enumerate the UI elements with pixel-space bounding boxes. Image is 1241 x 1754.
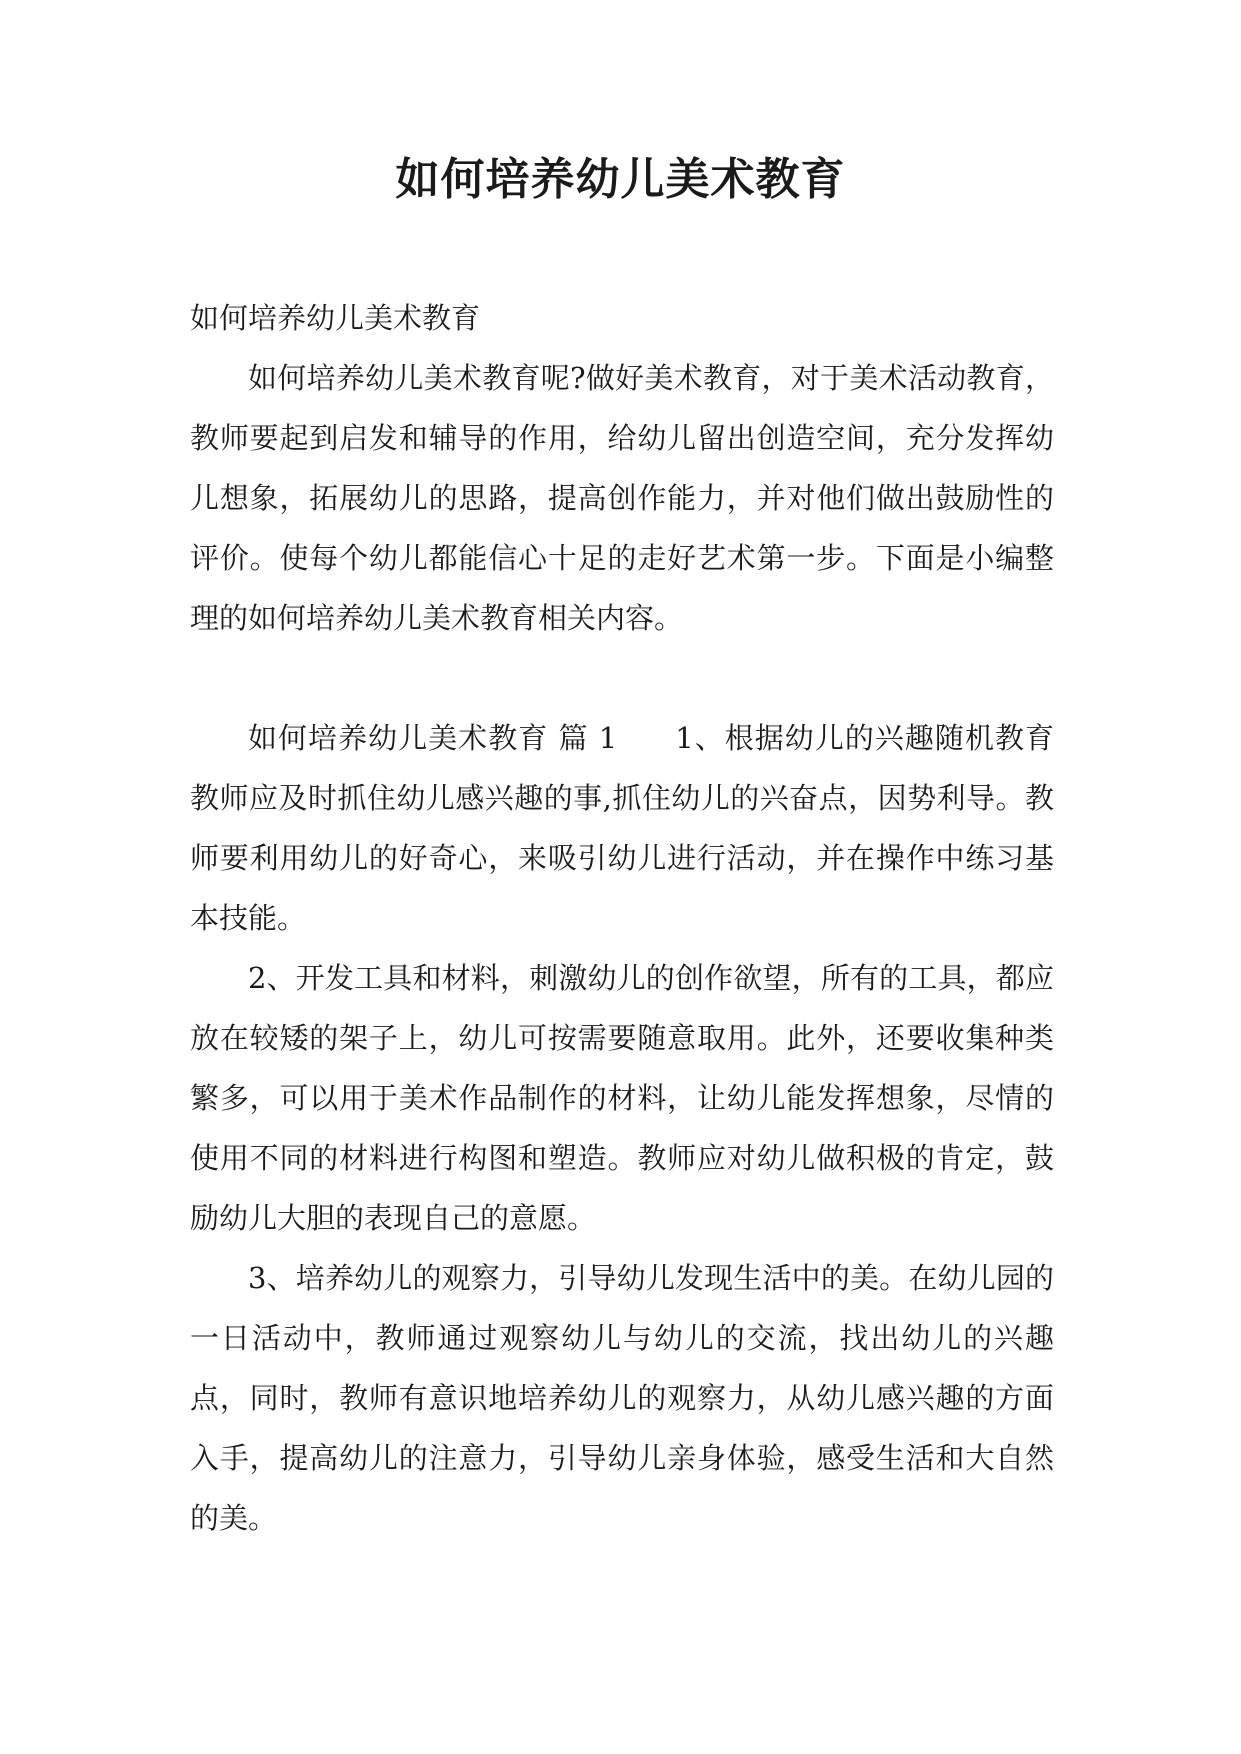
point2-paragraph: 2、开发工具和材料，刺激幼儿的创作欲望，所有的工具，都应放在较矮的架子上，幼儿可按需要随意取用。此外，还要收集种类繁多，可以用于美术作品制作的材料，让幼儿能发挥想象，尽情的使用不同的材料进行构图和塑造。教师应对幼儿做积极的肯定，鼓励幼儿大胆的表现自己的意愿。 xyxy=(190,961,1054,1235)
paragraph-gap xyxy=(190,648,1054,708)
section1-paragraph xyxy=(190,708,1054,948)
document-body xyxy=(190,288,1054,1548)
intro-paragraph: 如何培养幼儿美术教育呢?做好美术教育，对于美术活动教育，教师要起到启发和辅导的作用，给幼儿留出创造空间，充分发挥幼儿想象，拓展幼儿的思路，提高创作能力，并对他们做出鼓励性的评价。使每个幼儿都能信心十足的走好艺术第一步。下面是小编整理的如何培养幼儿美术教育相关内容。 xyxy=(190,361,1054,635)
section1-heading: 如何培养幼儿美术教育 篇 1 xyxy=(248,721,618,755)
document-title: 如何培养幼儿美术教育 xyxy=(395,154,846,205)
point3-paragraph: 3、培养幼儿的观察力，引导幼儿发现生活中的美。在幼儿园的一日活动中，教师通过观察幼儿与幼儿的交流，找出幼儿的兴趣点，同时，教师有意识地培养幼儿的观察力，从幼儿感兴趣的方面入手，提高幼儿的注意力，引导幼儿亲身体验，感受生活和大自然的美。 xyxy=(190,1261,1054,1535)
point1-text: 1、根据幼儿的兴趣随机教育教师应及时抓住幼儿感兴趣的事,抓住幼儿的兴奋点，因势利导。教师要利用幼儿的好奇心，来吸引幼儿进行活动，并在操作中练习基本技能。 xyxy=(190,721,1055,935)
document-subtitle: 如何培养幼儿美术教育 xyxy=(190,301,481,335)
